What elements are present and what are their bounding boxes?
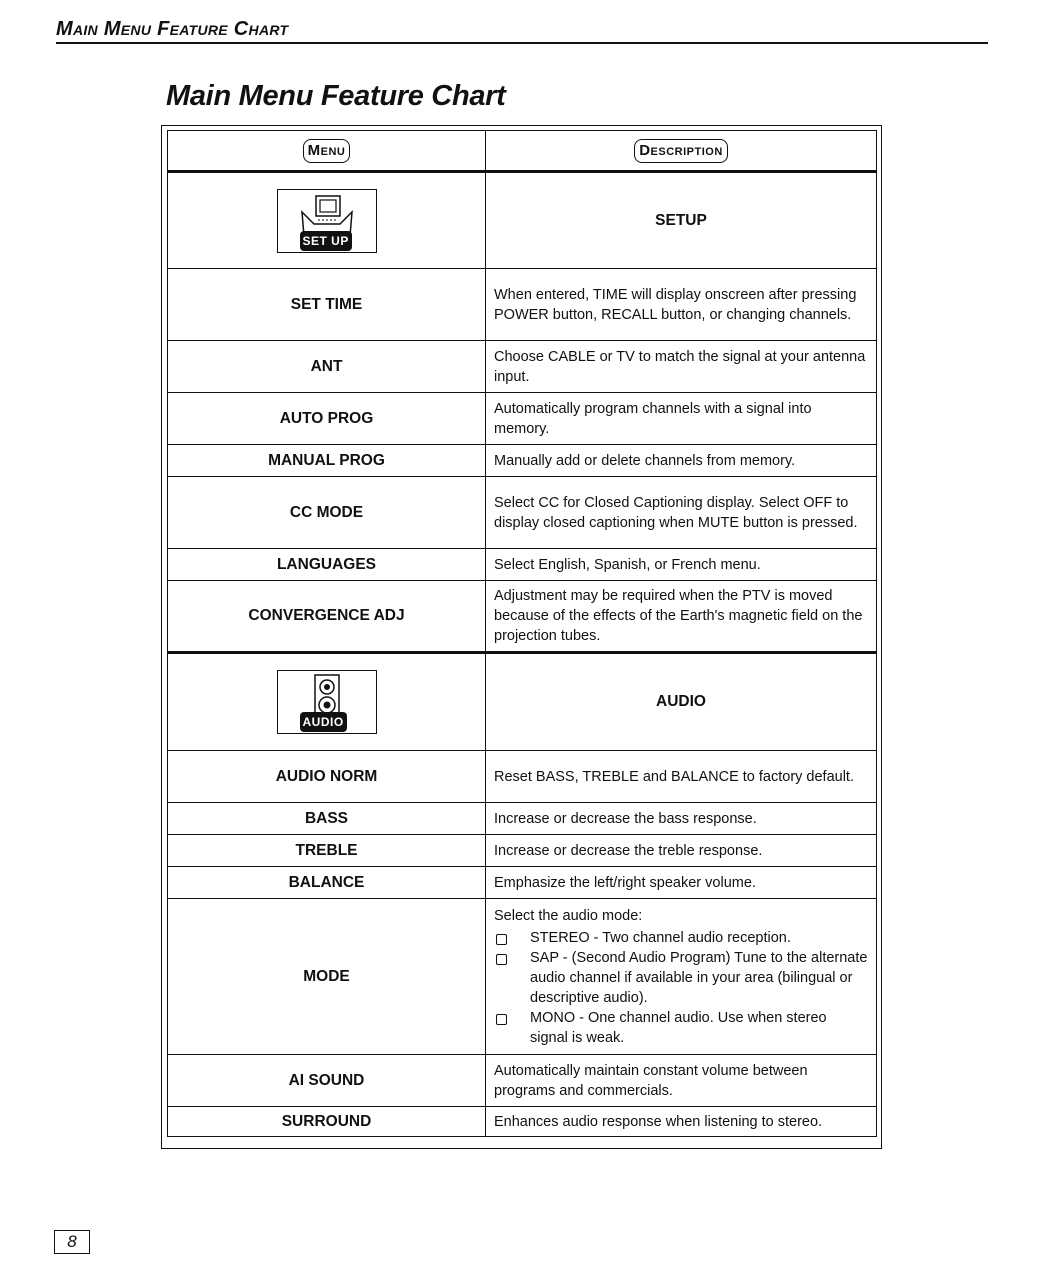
menu-header-cell bbox=[168, 131, 486, 172]
mode-options bbox=[494, 928, 868, 1048]
desc-surround: Enhances audio response when listening to stereo. bbox=[486, 1107, 877, 1137]
menu-item-balance: BALANCE bbox=[168, 867, 486, 899]
menu-item-ant: ANT bbox=[168, 341, 486, 393]
checkbox-bullet-icon bbox=[496, 1014, 507, 1025]
table-header-row bbox=[168, 131, 877, 172]
desc-cc-mode: Select CC for Closed Captioning display. Select OFF to display closed captioning when MUTE button is pressed. bbox=[486, 477, 877, 549]
setup-section-row bbox=[168, 172, 877, 269]
table-row bbox=[168, 341, 877, 393]
table-row bbox=[168, 393, 877, 445]
page-header bbox=[56, 18, 988, 44]
menu-item-surround: SURROUND bbox=[168, 1107, 486, 1137]
menu-header-label: Menu bbox=[303, 139, 351, 163]
table-row bbox=[168, 445, 877, 477]
table-row bbox=[168, 269, 877, 341]
feature-table bbox=[167, 130, 877, 1137]
mode-intro: Select the audio mode: bbox=[494, 907, 643, 924]
audio-icon bbox=[277, 670, 377, 734]
table-row bbox=[168, 899, 877, 1055]
menu-item-audio-norm: AUDIO NORM bbox=[168, 751, 486, 803]
table-row bbox=[168, 867, 877, 899]
menu-item-manual-prog: MANUAL PROG bbox=[168, 445, 486, 477]
checkbox-bullet-icon bbox=[496, 934, 507, 945]
table-row bbox=[168, 477, 877, 549]
menu-item-bass: BASS bbox=[168, 803, 486, 835]
desc-bass: Increase or decrease the bass response. bbox=[486, 803, 877, 835]
page-number: 8 bbox=[54, 1230, 90, 1254]
setup-icon bbox=[277, 189, 377, 253]
desc-audio-norm: Reset BASS, TREBLE and BALANCE to factory default. bbox=[486, 751, 877, 803]
audio-icon-cell bbox=[168, 653, 486, 751]
desc-balance: Emphasize the left/right speaker volume. bbox=[486, 867, 877, 899]
menu-item-mode: MODE bbox=[168, 899, 486, 1055]
table-row bbox=[168, 581, 877, 653]
menu-item-cc-mode: CC MODE bbox=[168, 477, 486, 549]
desc-ai-sound: Automatically maintain constant volume between programs and commercials. bbox=[486, 1055, 877, 1107]
menu-item-languages: LANGUAGES bbox=[168, 549, 486, 581]
mode-option: STEREO - Two channel audio reception. bbox=[494, 928, 868, 948]
menu-item-set-time: SET TIME bbox=[168, 269, 486, 341]
desc-set-time: When entered, TIME will display onscreen after pressing POWER button, RECALL button, or changing channels. bbox=[486, 269, 877, 341]
setup-icon-label: SET UP bbox=[300, 231, 352, 251]
table-row bbox=[168, 1107, 877, 1137]
desc-auto-prog: Automatically program channels with a signal into memory. bbox=[486, 393, 877, 445]
desc-manual-prog: Manually add or delete channels from memory. bbox=[486, 445, 877, 477]
table-row bbox=[168, 751, 877, 803]
setup-title-cell: SETUP bbox=[486, 172, 877, 269]
menu-item-ai-sound: AI SOUND bbox=[168, 1055, 486, 1107]
desc-languages: Select English, Spanish, or French menu. bbox=[486, 549, 877, 581]
checkbox-bullet-icon bbox=[496, 954, 507, 965]
desc-treble: Increase or decrease the treble response. bbox=[486, 835, 877, 867]
table-row bbox=[168, 1055, 877, 1107]
page-title: Main Menu Feature Chart bbox=[166, 80, 506, 112]
description-header-label: Description bbox=[634, 139, 728, 163]
audio-icon-label: AUDIO bbox=[300, 712, 347, 732]
description-header-cell bbox=[486, 131, 877, 172]
mode-option: MONO - One channel audio. Use when stereo signal is weak. bbox=[494, 1008, 868, 1048]
desc-mode bbox=[486, 899, 877, 1055]
mode-option: SAP - (Second Audio Program) Tune to the alternate audio channel if available in your area (bilingual or descriptive audio). bbox=[494, 948, 868, 1008]
table-row bbox=[168, 835, 877, 867]
menu-item-auto-prog: AUTO PROG bbox=[168, 393, 486, 445]
table-row bbox=[168, 803, 877, 835]
page-header-text: Main Menu Feature Chart bbox=[56, 18, 289, 40]
table-row bbox=[168, 549, 877, 581]
setup-icon-cell bbox=[168, 172, 486, 269]
menu-item-convergence-adj: CONVERGENCE ADJ bbox=[168, 581, 486, 653]
audio-title-cell: AUDIO bbox=[486, 653, 877, 751]
desc-convergence-adj: Adjustment may be required when the PTV is moved because of the effects of the Earth's magnetic field on the projection tubes. bbox=[486, 581, 877, 653]
desc-ant: Choose CABLE or TV to match the signal at your antenna input. bbox=[486, 341, 877, 393]
menu-item-treble: TREBLE bbox=[168, 835, 486, 867]
audio-section-row bbox=[168, 653, 877, 751]
